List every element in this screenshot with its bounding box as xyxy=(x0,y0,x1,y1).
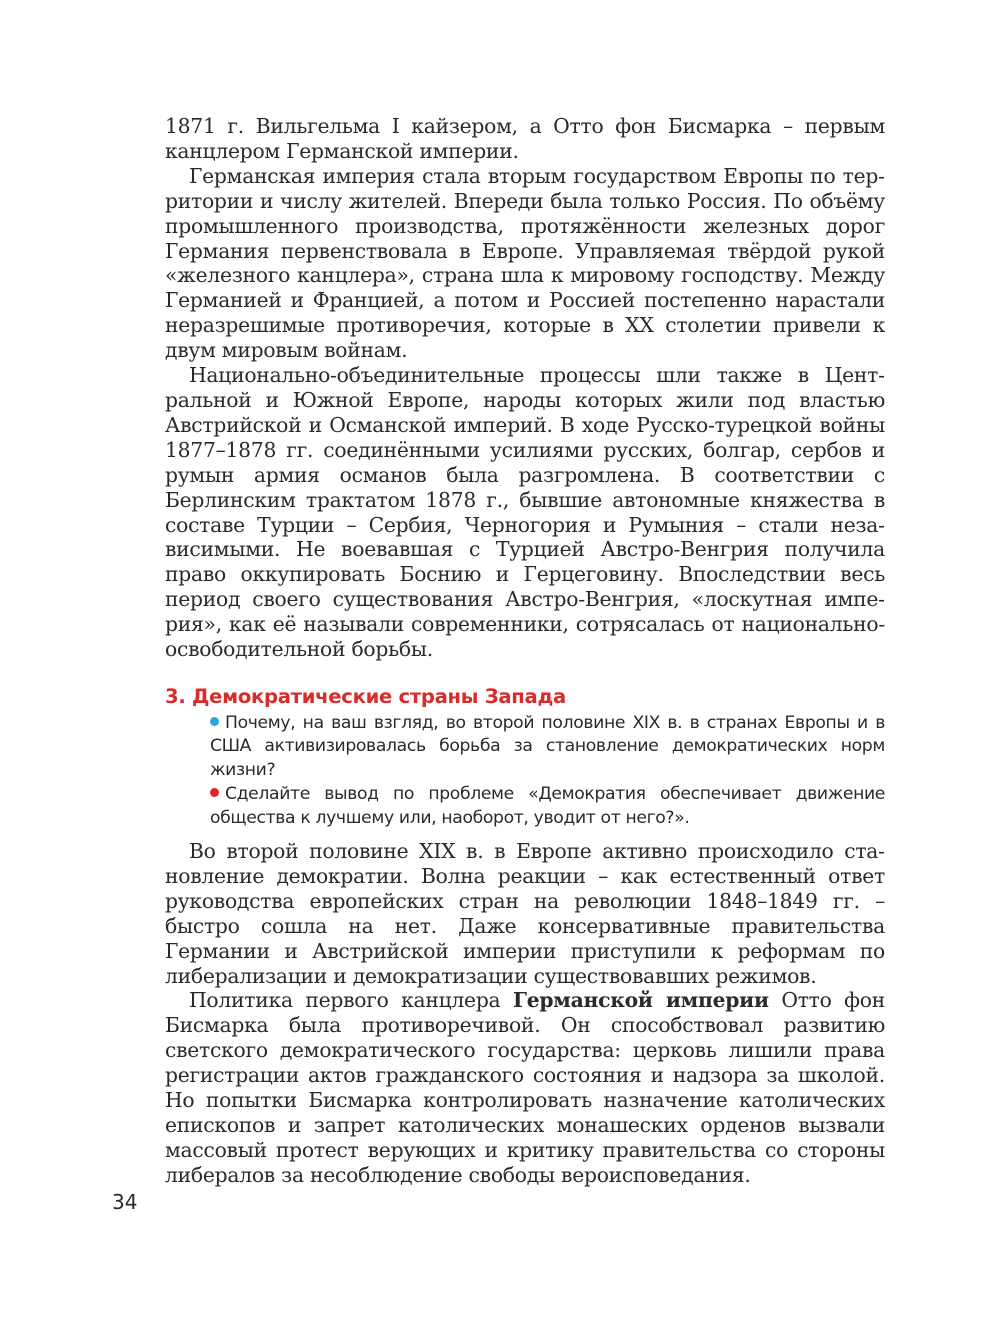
blue-bullet-icon xyxy=(210,717,219,726)
question-item xyxy=(210,783,885,830)
page-number: 34 xyxy=(112,1190,138,1214)
paragraph-continuation: 1871 г. Вильгельма I кайзером, а Отто фон Бисмарка – первым канцлером Германской империи. xyxy=(165,114,885,163)
red-bullet-icon xyxy=(210,788,219,797)
paragraph-text-start: Политика первого канцлера xyxy=(189,988,513,1013)
question-text: Сделайте вывод по проблеме «Демократия обеспечивает движение общества к лучшему или, наоборот, уводит от него?». xyxy=(210,784,885,828)
section-heading: 3. Демократические страны Запада xyxy=(165,685,566,708)
section-questions xyxy=(210,712,885,831)
section-text-block xyxy=(165,839,885,1188)
question-text: Почему, на ваш взгляд, во второй половине XIX в. в странах Европы и в США активизировалась борьба за становление демократических норм жизни? xyxy=(210,713,885,780)
intro-text-block xyxy=(165,114,885,662)
paragraph-national-unification: Национально-объединительные процессы шли также в Центральной и Южной Европе, народы которых жили под властью Австрийской и Османской империй. В ходе Русско-турецкой войны 1877–1878 гг. соединёнными усилиями русских, болгар, сербов и румын армия османов была разгромлена. В соответствии с Берлинским трактатом 1878 г., бывшие автономные княжества в составе Турции – Сербия, Черногория и Румыния – стали независимыми. Не воевавшая с Турцией Австро-Венгрия получила право оккупировать Боснию и Герцеговину. Впоследствии весь период своего существования Австро-Венгрия, «лоскутная империя», как её называли современники, сотрясалась от национально-освободительной борьбы. xyxy=(165,363,885,662)
paragraph-democratization: Во второй половине XIX в. в Европе активно происходило становление демократии. Волна реакции – как естественный ответ руководства европейских стран на революции 1848–1849 гг. – быстро сошла на нет. Даже консервативные правительства Германии и Австрийской империи приступили к реформам по либерализации и демократизации существовавших режимов. xyxy=(165,839,885,988)
paragraph-bismarck-policy xyxy=(165,988,885,1187)
paragraph-text-end: Отто фон Бисмарка была противоречивой. Он способствовал развитию светского демократического государства: церковь лишили права регистрации актов гражданского состояния и надзора за школой. Но попытки Бисмарка контролировать назначение католических епископов и запрет католических монашеских орденов вызвали массовый протест верующих и критику правительства со стороны либералов за несоблюдение свободы вероисповедания. xyxy=(165,988,885,1187)
paragraph-german-empire: Германская империя стала вторым государством Европы по территории и числу жителей. Впереди была только Россия. По объёму промышленного производства, протяжённости железных дорог Германия первенствовала в Европе. Управляемая твёрдой рукой «железного канцлера», страна шла к мировому господству. Между Германией и Францией, а потом и Россией постепенно нарастали неразрешимые противоречия, которые в XX столетии привели к двум мировым войнам. xyxy=(165,163,885,363)
question-item xyxy=(210,712,885,782)
bold-term: Германской империи xyxy=(512,988,769,1013)
